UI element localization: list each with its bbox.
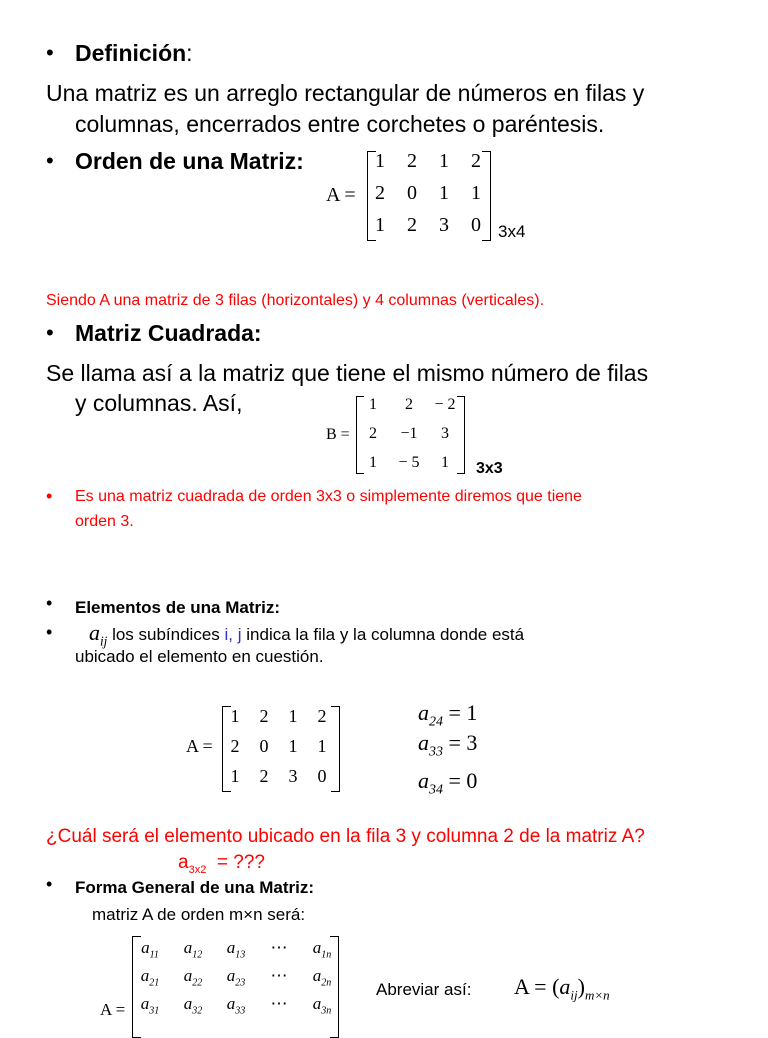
matrix-cell: −1 <box>400 425 418 442</box>
matrix-size: 3x3 <box>476 460 503 477</box>
cuadrada-line2: y columnas. Así, <box>75 390 243 416</box>
matrix-label: B = <box>326 426 350 443</box>
matrix-cell: 2 <box>259 766 269 786</box>
matrix-label: A = <box>326 184 356 206</box>
matrix-cell: 1 <box>317 736 327 756</box>
definicion-line2: columnas, encerrados entre corchetes o paréntesis. <box>75 111 605 137</box>
abbrev-formula: $A = (a_{ij})_{m\times n}$ <box>514 974 610 1003</box>
matrix-cell: 0 <box>259 736 269 756</box>
abbrev-label: Abreviar así: <box>376 980 472 999</box>
matrix-cell: 3 <box>439 214 449 236</box>
matrix-label: A = <box>186 736 213 756</box>
matrix-b <box>326 392 526 482</box>
orden-heading: Orden de una Matriz: <box>75 148 304 174</box>
cuadrada-note-line2: orden 3. <box>75 513 134 530</box>
matrix-cell: ⋯ <box>270 994 288 1013</box>
matrix-cell: 0 <box>471 214 481 236</box>
matrix-cell: $a_{11}$ <box>141 938 159 961</box>
matrix-cell: ⋯ <box>270 938 288 957</box>
matrix-cell: 2 <box>407 150 417 172</box>
matrix-general <box>100 930 350 1024</box>
matrix-cell: 2 <box>375 182 385 204</box>
matrix-cell: 1 <box>471 182 481 204</box>
matrix-a-orden <box>326 146 526 246</box>
matrix-cell: 2 <box>369 425 377 442</box>
elementos-text-b: indica la fila y la columna donde está <box>246 625 525 644</box>
matrix-cell: $a_{13}$ <box>226 938 246 961</box>
matrix-cell: 2 <box>407 214 417 236</box>
matrix-cell: 3 <box>288 766 298 786</box>
matrix-cell: − 5 <box>398 454 420 471</box>
elementos-line2: ubicado el elemento en cuestión. <box>75 647 324 666</box>
matrix-cell: $a_{1n}$ <box>312 938 332 961</box>
element-example: $a_{24} = 1$ <box>418 700 478 730</box>
elementos-heading: Elementos de una Matriz: <box>75 598 280 617</box>
matrix-cell: 0 <box>317 766 327 786</box>
matrix-cell: $a_{23}$ <box>226 966 246 989</box>
matrix-cell: 1 <box>230 766 240 786</box>
orden-note: Siendo A una matriz de 3 filas (horizontales) y 4 columnas (verticales). <box>46 292 545 309</box>
cuadrada-note-line1: Es una matriz cuadrada de orden 3x3 o simplemente diremos que tiene <box>75 488 582 505</box>
bullet-icon: • <box>46 40 54 65</box>
bullet-icon: • <box>46 593 53 613</box>
matrix-cell: 1 <box>369 454 377 471</box>
definicion-heading: Definición: <box>75 40 193 66</box>
matrix-cell: 2 <box>405 396 413 413</box>
matrix-size: 3x4 <box>498 222 526 241</box>
elementos-question: ¿Cuál será el elemento ubicado en la fila 3 y columna 2 de la matriz A? <box>46 826 645 847</box>
matrix-cell: ⋯ <box>270 966 288 985</box>
matrix-cell: $a_{2n}$ <box>312 966 332 989</box>
matrix-cell: 1 <box>375 214 385 236</box>
element-example: $a_{34} = 0$ <box>418 768 478 798</box>
aij-symbol: $a_{ij}$ <box>89 620 108 649</box>
matrix-cell: 1 <box>375 150 385 172</box>
matrix-cell: $a_{3n}$ <box>312 994 332 1017</box>
matrix-cell: $a_{21}$ <box>140 966 160 989</box>
matrix-label: A = <box>100 1000 126 1019</box>
matrix-cell: 3 <box>441 425 449 442</box>
element-example: $a_{33} = 3$ <box>418 730 478 760</box>
matrix-cell: 1 <box>288 736 298 756</box>
matrix-cell: $a_{12}$ <box>183 938 203 961</box>
general-heading: Forma General de una Matriz: <box>75 878 314 897</box>
matrix-cell: 2 <box>230 736 240 756</box>
cuadrada-line1: Se llama así a la matriz que tiene el mismo número de filas <box>46 360 649 386</box>
matrix-cell: 2 <box>317 706 327 726</box>
matrix-a-elementos <box>186 700 356 800</box>
matrix-cell: − 2 <box>434 396 456 413</box>
matrix-cell: $a_{32}$ <box>183 994 203 1017</box>
elementos-text-a: los subíndices <box>112 625 220 644</box>
matrix-cell: 1 <box>230 706 240 726</box>
matrix-cell: $a_{22}$ <box>183 966 203 989</box>
elementos-text-ij: i, j <box>224 625 242 644</box>
elementos-line1 <box>75 620 524 649</box>
general-line: matriz A de orden m×n será: <box>92 905 306 924</box>
elementos-answer: $a_{3x2}$ = ??? <box>178 852 265 876</box>
matrix-cell: 1 <box>441 454 449 471</box>
matrix-cell: 1 <box>288 706 298 726</box>
matrix-cell: $a_{31}$ <box>140 994 160 1017</box>
bullet-icon: • <box>46 486 53 506</box>
matrix-cell: $a_{33}$ <box>226 994 246 1017</box>
matrix-cell: 2 <box>259 706 269 726</box>
bullet-icon: • <box>46 148 54 173</box>
matrix-cell: 1 <box>439 182 449 204</box>
matrix-cell: 1 <box>369 396 377 413</box>
matrix-cell: 2 <box>471 150 481 172</box>
cuadrada-heading: Matriz Cuadrada: <box>75 320 262 346</box>
definicion-line1: Una matriz es un arreglo rectangular de números en filas y <box>46 80 645 106</box>
matrix-cell: 1 <box>439 150 449 172</box>
bullet-icon: • <box>46 622 53 642</box>
bullet-icon: • <box>46 320 54 345</box>
bullet-icon: • <box>46 874 53 894</box>
matrix-cell: 0 <box>407 182 417 204</box>
